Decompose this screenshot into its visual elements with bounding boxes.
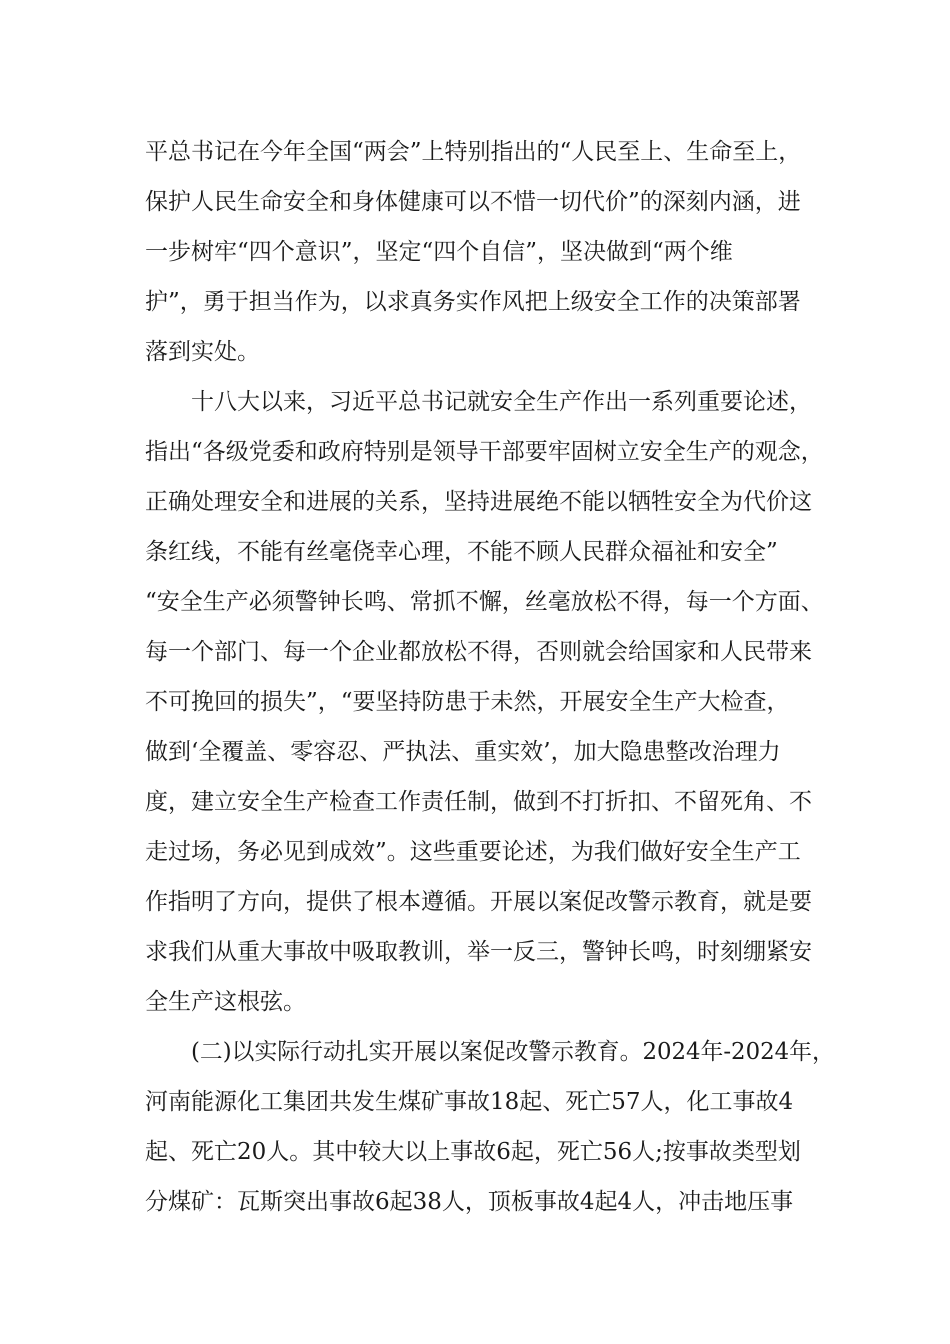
text-line: 保护人民生命安全和身体健康可以不惜一切代价”的深刻内涵，进 — [145, 189, 801, 215]
text-line: 度，建立安全生产检查工作责任制，做到不打折扣、不留死角、不 — [145, 789, 812, 815]
text-line: 作指明了方向，提供了根本遵循。开展以案促改警示教育，就是要 — [145, 889, 812, 915]
text-line: 走过场，务必见到成效”。这些重要论述，为我们做好安全生产工 — [145, 839, 801, 865]
text-line: (二)以实际行动扎实开展以案促改警示教育。2024年-2024年， — [191, 1039, 835, 1065]
text-line: 条红线，不能有丝毫侥幸心理，不能不顾人民群众福祉和安全” — [145, 539, 778, 565]
text-line: 正确处理安全和进展的关系，坚持进展绝不能以牺牲安全为代价这 — [145, 489, 812, 515]
text-line: 求我们从重大事故中吸取教训，举一反三，警钟长鸣，时刻绷紧安 — [145, 939, 812, 965]
text-line: 平总书记在今年全国“两会”上特别指出的“人民至上、生命至上， — [145, 139, 802, 165]
text-line: 每一个部门、每一个企业都放松不得，否则就会给国家和人民带来 — [145, 639, 812, 665]
text-line: 做到‘全覆盖、零容忍、严执法、重实效’，加大隐患整改治理力 — [145, 739, 781, 765]
text-line: 一步树牢“四个意识”，坚定“四个自信”，坚决做到“两个维 — [145, 239, 733, 265]
text-line: “安全生产必须警钟长鸣、常抓不懈，丝毫放松不得，每一个方面、 — [145, 589, 824, 615]
text-line: 不可挽回的损失”，“要坚持防患于未然，开展安全生产大检查， — [145, 689, 790, 715]
text-line: 落到实处。 — [145, 339, 260, 365]
text-line: 指出“各级党委和政府特别是领导干部要牢固树立安全生产的观念， — [145, 439, 824, 465]
text-line: 护”，勇于担当作为，以求真务实作风把上级安全工作的决策部署 — [145, 289, 801, 315]
text-line: 分煤矿：瓦斯突出事故6起38人，顶板事故4起4人，冲击地压事 — [145, 1189, 794, 1215]
text-line: 全生产这根弦。 — [145, 989, 306, 1015]
text-line: 河南能源化工集团共发生煤矿事故18起、死亡57人，化工事故4 — [145, 1089, 794, 1115]
text-line: 十八大以来，习近平总书记就安全生产作出一系列重要论述， — [191, 389, 812, 415]
text-line: 起、死亡20人。其中较大以上事故6起，死亡56人;按事故类型划 — [145, 1139, 801, 1165]
